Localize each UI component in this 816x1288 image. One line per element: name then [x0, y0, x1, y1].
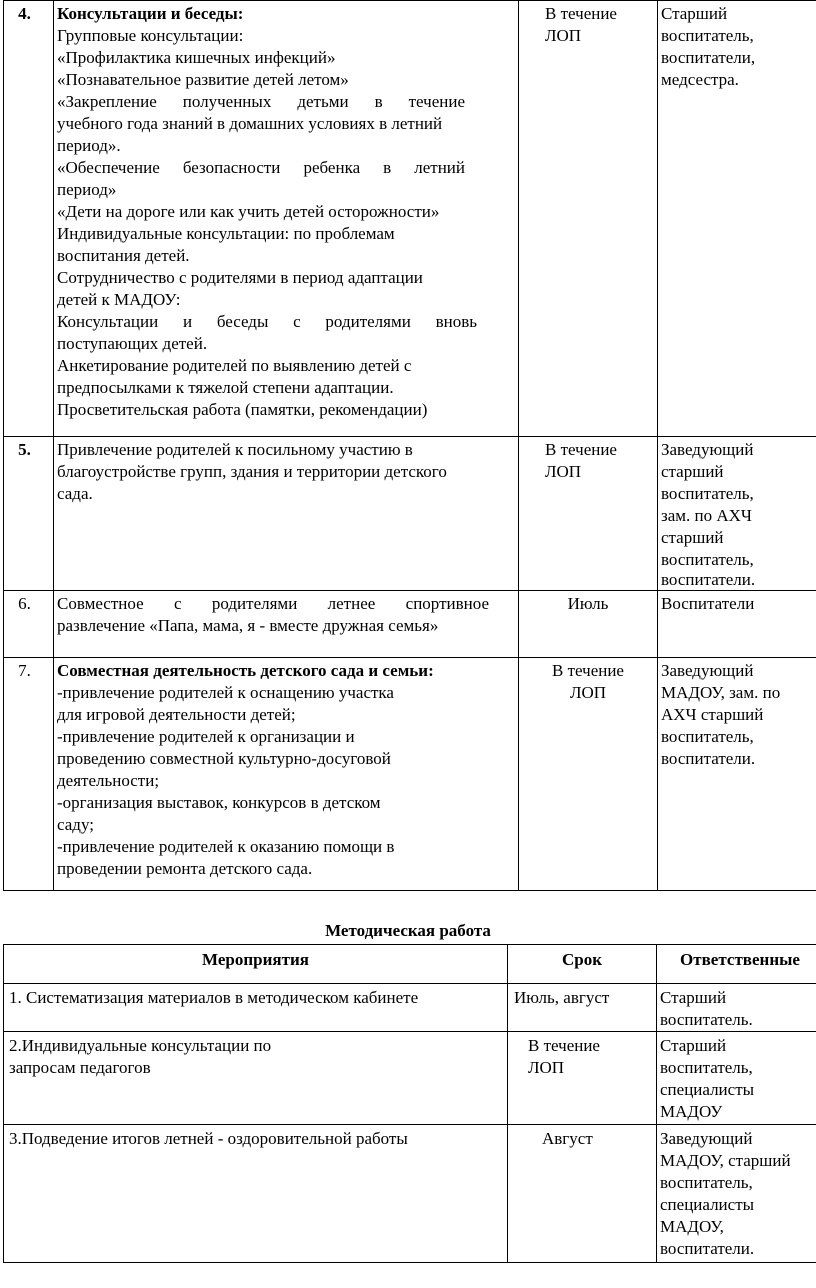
term-cell [519, 1, 658, 437]
event-cell [4, 1125, 508, 1263]
responsible-line: Воспитатели [661, 594, 755, 613]
responsible-line: воспитатель, [661, 727, 754, 746]
event-line: Совместное с родителями летнее спортивное [57, 594, 489, 613]
responsible-line: МАДОУ, зам. по [661, 683, 781, 702]
event-cell [54, 1, 519, 437]
responsible-line: медсестра. [661, 70, 739, 89]
event-line: Просветительская работа (памятки, рекомендации) [57, 400, 428, 419]
event-line: проведении ремонта детского сада. [57, 859, 313, 878]
table-row [4, 591, 816, 658]
table-row [4, 984, 816, 1032]
event-line: -привлечение родителей к оснащению участка [57, 683, 394, 702]
event-line: -привлечение родителей к организации и [57, 727, 355, 746]
responsible-line: воспитатель, [661, 550, 754, 569]
event-line: саду; [57, 815, 94, 834]
event-cell [54, 658, 519, 891]
event-line: Групповые консультации: [57, 26, 244, 45]
event-line: поступающих детей. [57, 334, 208, 353]
event-line: воспитания детей. [57, 246, 190, 265]
responsible-line: специалисты [660, 1195, 755, 1214]
responsible-cell [658, 591, 816, 658]
event-line: Консультации и беседы с родителями вновь [57, 312, 477, 331]
responsible-line: воспитатель. [660, 1010, 753, 1029]
responsible-line: воспитатели. [660, 1239, 755, 1258]
responsible-line: зам. по АХЧ [661, 506, 752, 525]
responsible-line: АХЧ старший [661, 705, 764, 724]
event-line: «Профилактика кишечных инфекций» [57, 48, 336, 67]
responsible-cell [658, 1, 816, 437]
column-header-responsible: Ответственные [657, 945, 816, 984]
term-cell [508, 1125, 657, 1263]
responsible-line: Старший [660, 988, 727, 1007]
term-cell [519, 437, 658, 591]
responsible-line: МАДОУ, старший [660, 1151, 791, 1170]
event-title: Консультации и беседы: [57, 4, 244, 23]
responsible-line: Старший [661, 4, 728, 23]
term-line: ЛОП [569, 683, 607, 702]
event-line: Привлечение родителей к посильному участию в [57, 440, 413, 459]
responsible-line: воспитатели. [661, 571, 756, 587]
responsible-cell [658, 658, 816, 891]
term-cell [519, 591, 658, 658]
event-line: предпосылками к тяжелой степени адаптации. [57, 378, 394, 397]
responsible-cell [657, 984, 816, 1032]
event-line: запросам педагогов [9, 1058, 151, 1077]
event-line: учебного года знаний в домашних условиях в летний [57, 114, 443, 133]
responsible-line: МАДОУ, [660, 1217, 724, 1236]
event-line: деятельности; [57, 771, 160, 790]
responsible-line: специалисты [660, 1080, 755, 1099]
responsible-cell [657, 1032, 816, 1125]
row-number: 6. [4, 591, 54, 658]
responsible-line: Заведующий [660, 1129, 753, 1148]
event-line: -привлечение родителей к оказанию помощи в [57, 837, 395, 856]
event-line: развлечение «Папа, мама, я - вместе дружная семья» [57, 616, 439, 635]
event-line: детей к МАДОУ: [57, 290, 181, 309]
event-line: Индивидуальные консультации: по проблемам [57, 224, 395, 243]
row-number: 7. [4, 658, 54, 891]
term-line: ЛОП [545, 462, 582, 481]
term-line: ЛОП [528, 1058, 565, 1077]
term-line: Июль, август [514, 988, 610, 1007]
responsible-cell [657, 1125, 816, 1263]
term-line: В течение [545, 440, 617, 459]
responsible-line: МАДОУ [660, 1102, 723, 1121]
table-row [4, 1032, 816, 1125]
responsible-line: Заведующий [661, 440, 754, 459]
term-line: В течение [545, 4, 617, 23]
responsible-line: старший [661, 462, 724, 481]
responsible-line: Заведующий [661, 661, 754, 680]
event-line: 2.Индивидуальные консультации по [9, 1036, 272, 1055]
responsible-line: воспитатель, [660, 1058, 753, 1077]
event-line: Анкетирование родителей по выявлению детей с [57, 356, 412, 375]
row-number: 5. [4, 437, 54, 591]
term-line: В течение [528, 1036, 600, 1055]
event-line: период» [57, 180, 117, 199]
event-cell [54, 437, 519, 591]
event-line: «Обеспечение безопасности ребенка в летний [57, 158, 465, 177]
event-line: благоустройстве групп, здания и территории детского [57, 462, 447, 481]
table-row [4, 437, 816, 591]
event-line: период». [57, 136, 121, 155]
event-line: «Закрепление полученных детьми в течение [57, 92, 465, 111]
table-row [4, 1, 816, 437]
table-header-row [4, 945, 816, 984]
responsible-line: воспитатель, [661, 484, 754, 503]
responsible-line: воспитатель, [661, 26, 754, 45]
event-line: сада. [57, 484, 93, 503]
methodical-work-table [3, 944, 816, 1263]
event-cell [4, 1032, 508, 1125]
event-line: проведению совместной культурно-досуговой [57, 749, 391, 768]
event-line: 1. Систематизация материалов в методическом кабинете [9, 988, 419, 1007]
section-title: Методическая работа [325, 921, 491, 940]
column-header-term: Срок [508, 945, 657, 984]
term-line: Август [542, 1129, 593, 1148]
term-cell [508, 1032, 657, 1125]
term-line: В течение [552, 661, 624, 680]
responsible-line: старший [661, 528, 724, 547]
event-line: «Познавательное развитие детей летом» [57, 70, 349, 89]
responsible-line: воспитатели, [661, 48, 756, 67]
responsible-line: Старший [660, 1036, 727, 1055]
table-row [4, 658, 816, 891]
event-line: «Дети на дороге или как учить детей осторожности» [57, 202, 440, 221]
event-line: 3.Подведение итогов летней - оздоровительной работы [9, 1129, 408, 1148]
event-line: -организация выставок, конкурсов в детском [57, 793, 381, 812]
event-cell [4, 984, 508, 1032]
table-row [4, 1125, 816, 1263]
column-header-events: Мероприятия [4, 945, 508, 984]
term-line: ЛОП [545, 26, 582, 45]
row-number: 4. [4, 1, 54, 437]
event-cell [54, 591, 519, 658]
term-cell [519, 658, 658, 891]
responsible-line: воспитатели. [661, 749, 756, 768]
event-line: для игровой деятельности детей; [57, 705, 296, 724]
event-title: Совместная деятельность детского сада и семьи: [57, 661, 434, 680]
responsible-cell [658, 437, 816, 591]
parents-work-table [3, 0, 816, 891]
term-line: Июль [567, 594, 609, 613]
term-cell [508, 984, 657, 1032]
responsible-line: воспитатель, [660, 1173, 753, 1192]
event-line: Сотрудничество с родителями в период адаптации [57, 268, 423, 287]
